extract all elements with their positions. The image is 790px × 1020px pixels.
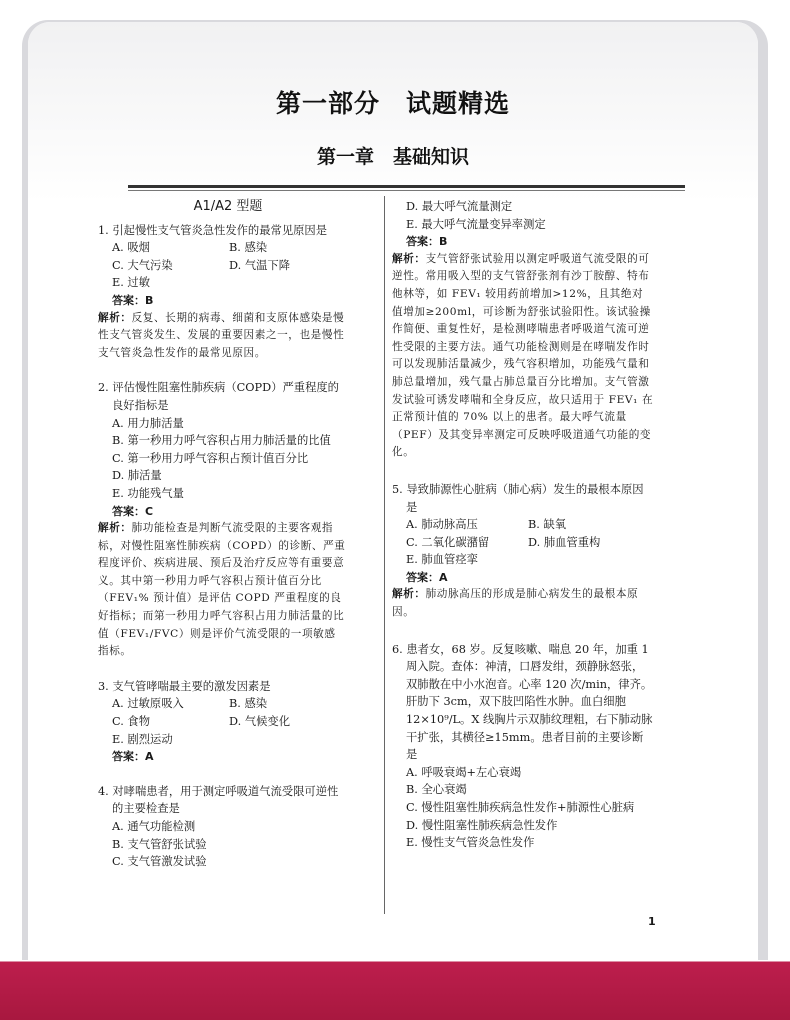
option-b: B. 缺氧: [528, 518, 567, 532]
question-5: [392, 481, 654, 622]
explanation-label: 解析：: [392, 588, 426, 601]
option-d: D. 慢性阻塞性肺疾病急性发作: [406, 818, 558, 832]
right-column: [392, 198, 654, 854]
option-e: E. 肺血管痉挛: [406, 553, 478, 567]
option-b: B. 感染: [229, 241, 268, 255]
options: [392, 198, 654, 233]
option-a: A. 通气功能检测: [112, 820, 196, 833]
option-a: A. 肺动脉高压: [406, 518, 478, 532]
part-title: 第一部分 试题精选: [275, 89, 510, 118]
option-e: E. 过敏: [112, 276, 151, 290]
explanation-text: 肺动脉高压的形成是肺心病发生的最根本原因。: [392, 588, 639, 619]
question-6: [392, 641, 654, 852]
options: [98, 239, 346, 292]
option-c: C. 食物: [112, 715, 151, 729]
options: [392, 764, 654, 852]
explanation: [392, 251, 654, 462]
question-stem: 5. 导致肺源性心脏病（肺心病）发生的最根本原因是: [392, 482, 644, 514]
question-stem: 1. 引起慢性支气管炎急性发作的最常见原因是: [98, 223, 328, 237]
option-a: A. 用力肺活量: [112, 416, 184, 430]
option-a: A. 过敏原吸入: [112, 697, 184, 711]
option-c: C. 大气污染: [112, 258, 173, 272]
answer: 答案：A: [112, 750, 154, 764]
answer: 答案：B: [406, 235, 448, 249]
option-d: D. 气温下降: [229, 258, 291, 272]
header-rule-thin: [128, 190, 685, 191]
explanation-label: 解析：: [392, 252, 426, 265]
option-e: E. 慢性支气管炎急性发作: [406, 836, 535, 850]
options: [98, 415, 346, 503]
explanation: [98, 310, 346, 363]
chapter-title: 第一章 基础知识: [316, 146, 469, 168]
options: [98, 818, 346, 871]
option-b: B. 支气管舒张试验: [112, 837, 207, 851]
question-stem: 3. 支气管哮喘最主要的激发因素是: [98, 679, 271, 693]
options: [98, 695, 346, 748]
explanation-label: 解析：: [98, 311, 132, 324]
explanation: [392, 586, 654, 621]
bottom-accent-band: [0, 960, 790, 1020]
option-e: E. 功能残气量: [112, 486, 184, 500]
question-stem: 4. 对哮喘患者，用于测定呼吸道气流受限可逆性的主要检查是: [98, 784, 339, 816]
answer: 答案：A: [406, 570, 448, 584]
explanation-text: 肺功能检查是判断气流受限的主要客观指标，对慢性阻塞性肺疾病（COPD）的诊断、严重程度评价、疾病进展、预后及治疗反应等有重要意义。其中第一秒用力呼气容积占预计值百分比（FEV₁% 预计值）是评估 COPD 严重程度的良好指标；而第一秒用力呼气容积占用力肺活量的比值（FEV₁/FVC）则是评价气流受限的一项敏感指标。: [98, 522, 346, 658]
option-b: B. 感染: [229, 697, 268, 711]
option-e: E. 最大呼气流量变异率测定: [406, 217, 546, 231]
option-c: C. 二氧化碳潴留: [406, 535, 490, 549]
explanation-label: 解析：: [98, 522, 132, 535]
question-4-continued: [392, 198, 654, 462]
answer: 答案：B: [112, 293, 154, 307]
question-2: [98, 379, 346, 661]
left-column: [98, 198, 346, 873]
page-number: 1: [648, 915, 656, 928]
option-c: C. 慢性阻塞性肺疾病急性发作+肺源性心脏病: [406, 801, 635, 814]
question-4: [98, 783, 346, 871]
option-b: B. 第一秒用力呼气容积占用力肺活量的比值: [112, 434, 331, 448]
column-divider: [384, 196, 385, 914]
question-1: [98, 222, 346, 363]
answer: 答案：C: [112, 504, 154, 518]
option-c: C. 第一秒用力呼气容积占预计值百分比: [112, 451, 309, 465]
explanation-text: 反复、长期的病毒、细菌和支原体感染是慢性支气管炎发生、发展的重要因素之一，也是慢性支气管炎急性发作的最常见原因。: [98, 311, 345, 359]
question-3: [98, 678, 346, 766]
options: [392, 516, 654, 569]
header-rule: [128, 185, 685, 188]
option-b: B. 全心衰竭: [406, 783, 467, 797]
option-a: A. 吸烟: [112, 241, 150, 255]
question-stem: 2. 评估慢性阻塞性肺疾病（COPD）严重程度的良好指标是: [98, 381, 339, 412]
option-d: D. 肺活量: [112, 469, 162, 483]
explanation: [98, 520, 346, 661]
option-c: C. 支气管激发试验: [112, 855, 207, 869]
question-stem: 6. 患者女，68 岁。反复咳嗽、喘息 20 年，加重 1 周入院。查体：神清，口唇发绀，颈静脉怒张，双肺散在中小水泡音。心率 120 次/min，律齐。肝肋下 3cm，双下肢凹陷性水肿。血白细胞12×10⁹/L。X 线胸片示双肺纹理粗，右下肺动脉干扩张，其横径≥15mm。患者目前的主要诊断是: [392, 642, 653, 762]
option-e: E. 剧烈运动: [112, 732, 173, 746]
section-title: A1/A2 型题: [193, 199, 263, 214]
option-d: D. 最大呼气流量测定: [406, 200, 513, 213]
explanation-text: 支气管舒张试验用以测定呼吸道气流受限的可逆性。常用吸入型的支气管舒张剂有沙丁胺醇、特布他林等，如 FEV₁ 较用药前增加>12%，且其绝对值增加≥200ml，可诊断为舒张试验阳性。该试验操作简便、重复性好，是检测哮喘患者呼吸道气流可逆性受限的主要方法。通气功能检测则是在哮喘发作时可以发现肺活量减少，残气容积增加，功能残气量和肺总量增加，残气量占肺总量百分比增加。支气管激发试验可诱发哮喘和全身反应，故只适用于 FEV₁ 在正常预计值的 70% 以上的患者。最大呼气流量（PEF）及其变异率测定可反映呼吸道通气功能的变化。: [392, 252, 654, 459]
option-a: A. 呼吸衰竭+左心衰竭: [406, 765, 522, 779]
option-d: D. 气候变化: [229, 715, 291, 729]
option-d: D. 肺血管重构: [528, 535, 601, 549]
